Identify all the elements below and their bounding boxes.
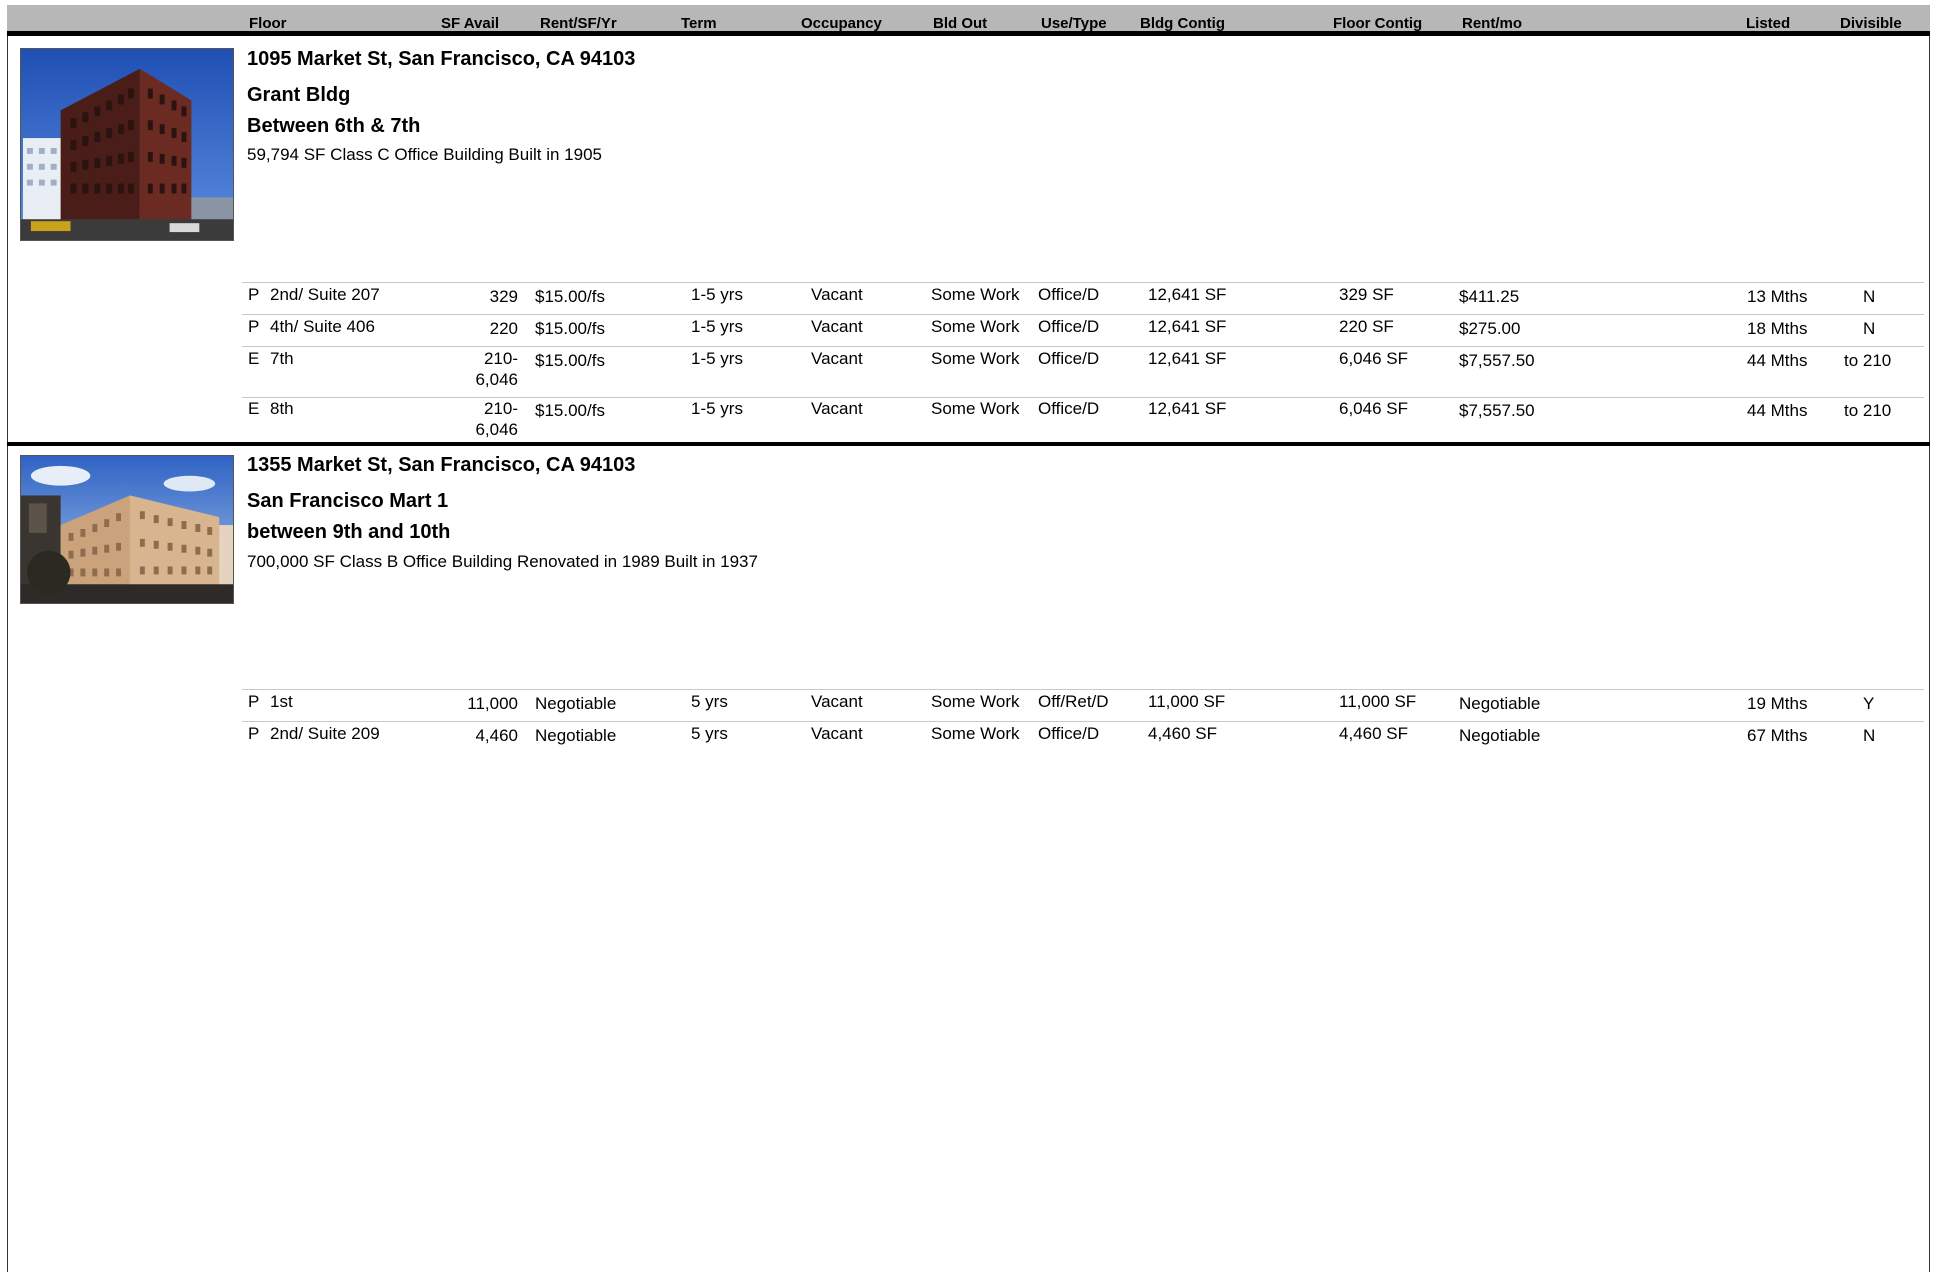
space-divisible: N (1863, 726, 1876, 745)
space-sf-avail: 4,460 (475, 726, 518, 745)
space-type: P (248, 692, 260, 711)
space-bldg-contig: 12,641 SF (1148, 285, 1227, 304)
building-divider (7, 442, 1930, 446)
space-listed: 44 Mths (1747, 351, 1808, 370)
space-bldg-contig: 12,641 SF (1148, 349, 1227, 368)
col-header-use-type: Use/Type (1041, 15, 1107, 32)
space-use-type: Office/D (1038, 349, 1100, 368)
space-bld-out: Some Work (931, 399, 1020, 418)
col-header-sf-avail: SF Avail (441, 15, 500, 32)
col-header-listed: Listed (1746, 15, 1791, 32)
space-bldg-contig: 4,460 SF (1148, 724, 1217, 743)
space-bldg-contig: 12,641 SF (1148, 317, 1227, 336)
space-term: 1-5 yrs (691, 317, 743, 336)
space-floor-contig: 220 SF (1339, 317, 1394, 336)
building-description: 59,794 SF Class C Office Building Built in 1905 (247, 145, 602, 164)
grant-building-photo (21, 49, 233, 240)
space-rent-mo: $275.00 (1459, 319, 1521, 338)
space-bldg-contig: 11,000 SF (1148, 692, 1226, 711)
space-floor: 4th/ Suite 406 (270, 317, 375, 336)
space-rent-mo: Negotiable (1459, 694, 1541, 713)
space-use-type: Office/D (1038, 285, 1100, 304)
col-header-floor: Floor (249, 15, 287, 32)
space-divisible: N (1863, 287, 1876, 306)
building-address: 1355 Market St, San Francisco, CA 94103 (247, 454, 636, 476)
row-separator (242, 689, 1924, 690)
space-listed: 44 Mths (1747, 401, 1808, 420)
space-rent-mo: Negotiable (1459, 726, 1541, 745)
space-use-type: Office/D (1038, 399, 1100, 418)
space-rent-mo: $411.25 (1459, 287, 1520, 306)
row-separator (242, 397, 1924, 398)
space-term: 1-5 yrs (691, 349, 743, 368)
space-listed: 18 Mths (1747, 319, 1808, 338)
space-term: 5 yrs (691, 692, 728, 711)
row-separator (242, 721, 1924, 722)
space-term: 1-5 yrs (691, 399, 743, 418)
building-description: 700,000 SF Class B Office Building Renovated in 1989 Built in 1937 (247, 552, 758, 571)
space-occupancy: Vacant (811, 349, 863, 368)
space-type: E (248, 399, 260, 418)
space-occupancy: Vacant (811, 399, 863, 418)
building-name: Grant Bldg (247, 84, 351, 106)
space-sf-avail-max: 6,046 (475, 370, 518, 389)
space-bld-out: Some Work (931, 724, 1020, 743)
space-use-type: Office/D (1038, 317, 1100, 336)
space-divisible: N (1863, 319, 1876, 338)
col-header-occupancy: Occupancy (801, 15, 882, 32)
building-photo (20, 48, 234, 241)
sf-mart-building-photo (21, 456, 233, 603)
space-floor: 1st (270, 692, 293, 711)
space-term: 1-5 yrs (691, 285, 743, 304)
space-type: P (248, 285, 260, 304)
space-occupancy: Vacant (811, 285, 863, 304)
space-floor: 2nd/ Suite 207 (270, 285, 380, 304)
page-frame (7, 5, 1930, 1272)
space-type: E (248, 349, 260, 368)
col-header-term: Term (681, 15, 717, 32)
space-rent-mo: $7,557.50 (1459, 401, 1535, 420)
building-name: San Francisco Mart 1 (247, 490, 449, 512)
space-rent: Negotiable (535, 726, 617, 745)
space-rent: $15.00/fs (535, 401, 605, 420)
space-divisible: Y (1863, 694, 1875, 713)
space-bldg-contig: 12,641 SF (1148, 399, 1227, 418)
space-floor-contig: 6,046 SF (1339, 399, 1408, 418)
building-cross-streets: Between 6th & 7th (247, 115, 421, 137)
space-type: P (248, 724, 260, 743)
space-sf-avail: 329 (489, 287, 518, 306)
space-listed: 67 Mths (1747, 726, 1808, 745)
space-occupancy: Vacant (811, 724, 863, 743)
space-bld-out: Some Work (931, 349, 1020, 368)
col-header-divisible: Divisible (1840, 15, 1902, 32)
space-rent: $15.00/fs (535, 287, 605, 306)
space-use-type: Off/Ret/D (1038, 692, 1109, 711)
row-separator (242, 282, 1924, 283)
space-type: P (248, 317, 260, 336)
space-rent-mo: $7,557.50 (1459, 351, 1535, 370)
space-rent: Negotiable (535, 694, 617, 713)
building-address: 1095 Market St, San Francisco, CA 94103 (247, 48, 636, 70)
space-sf-avail: 11,000 (467, 694, 518, 713)
space-listed: 13 Mths (1747, 287, 1808, 306)
space-bld-out: Some Work (931, 692, 1020, 711)
space-occupancy: Vacant (811, 692, 863, 711)
space-divisible: to 210 (1844, 351, 1892, 370)
space-floor: 7th (270, 349, 294, 368)
col-header-rent-mo: Rent/mo (1462, 15, 1522, 32)
space-floor: 2nd/ Suite 209 (270, 724, 380, 743)
building-cross-streets: between 9th and 10th (247, 521, 451, 543)
space-sf-avail: 210- (483, 349, 518, 368)
col-header-bldg-contig: Bldg Contig (1140, 15, 1225, 32)
space-floor-contig: 11,000 SF (1339, 692, 1417, 711)
space-use-type: Office/D (1038, 724, 1100, 743)
space-sf-avail-max: 6,046 (475, 420, 518, 439)
row-separator (242, 346, 1924, 347)
col-header-rent-sf-yr: Rent/SF/Yr (540, 15, 617, 32)
space-term: 5 yrs (691, 724, 728, 743)
space-listed: 19 Mths (1747, 694, 1808, 713)
space-sf-avail: 220 (489, 319, 518, 338)
column-header-bar (7, 5, 1930, 36)
space-divisible: to 210 (1844, 401, 1892, 420)
space-bld-out: Some Work (931, 285, 1020, 304)
space-occupancy: Vacant (811, 317, 863, 336)
building-photo (20, 455, 234, 604)
space-bld-out: Some Work (931, 317, 1020, 336)
space-floor-contig: 6,046 SF (1339, 349, 1408, 368)
space-floor-contig: 4,460 SF (1339, 724, 1408, 743)
col-header-bld-out: Bld Out (933, 15, 988, 32)
space-sf-avail: 210- (483, 399, 518, 418)
space-rent: $15.00/fs (535, 319, 605, 338)
space-floor-contig: 329 SF (1339, 285, 1394, 304)
space-rent: $15.00/fs (535, 351, 605, 370)
space-floor: 8th (270, 399, 294, 418)
col-header-floor-contig: Floor Contig (1333, 15, 1423, 32)
row-separator (242, 314, 1924, 315)
